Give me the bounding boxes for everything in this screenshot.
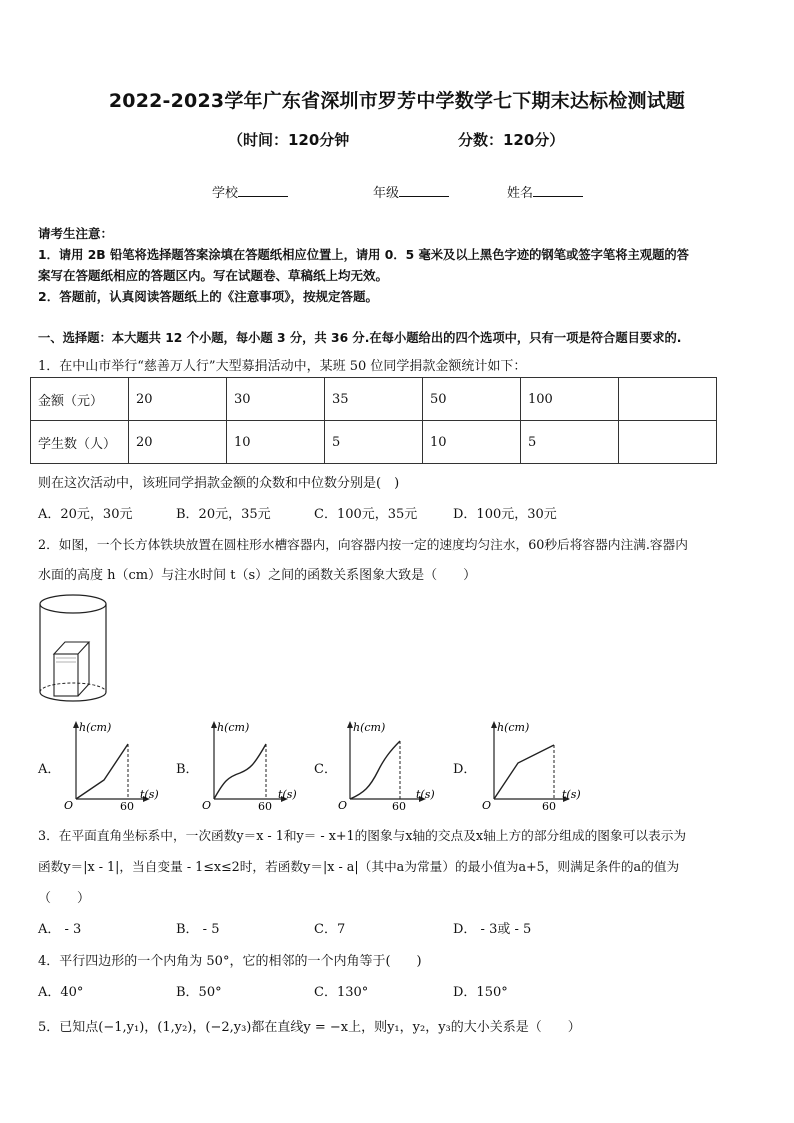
table-cell: 35 (325, 378, 423, 421)
exam-title: 2022-2023学年广东省深圳市罗芳中学数学七下期末达标检测试题 (108, 90, 686, 112)
q5-stem: 5．已知点(−1,y₁)，(1,y₂)，(−2,y₃)都在直线y = −x上，则y₁，y₂，y₃的大小关系是（ ） (38, 1020, 581, 1035)
q1-option-d[interactable]: D．100元，30元 (453, 507, 557, 522)
q3-option-c[interactable]: C．7 (314, 922, 346, 937)
q3-option-a[interactable]: A． - 3 (38, 922, 82, 937)
graph-b (198, 717, 308, 811)
q4-option-d[interactable]: D．150° (453, 985, 508, 1000)
q1-option-c[interactable]: C．100元，35元 (314, 507, 418, 522)
graph-c (334, 717, 446, 811)
school-field[interactable] (212, 182, 288, 201)
q3-option-b[interactable]: B． - 5 (176, 922, 220, 937)
q4-stem: 4．平行四边形的一个内角为 50°，它的相邻的一个内角等于( ) (38, 954, 422, 969)
q4-option-c[interactable]: C．130° (314, 985, 369, 1000)
graph-d-y-label: h(cm) (497, 721, 530, 734)
q2-option-c[interactable]: C． (314, 762, 337, 777)
graph-a-tick: 60 (120, 800, 134, 811)
q3-line-3: （ ） (38, 891, 91, 906)
q4-option-b[interactable]: B．50° (176, 985, 222, 1000)
q2-option-b[interactable]: B． (176, 762, 199, 777)
donation-table (30, 377, 717, 464)
table-cell: 金额（元） (31, 378, 129, 421)
grade-field[interactable] (373, 182, 449, 201)
q2-option-a[interactable]: A． (38, 762, 61, 777)
q1-question: 则在这次活动中，该班同学捐款金额的众数和中位数分别是( ) (38, 476, 400, 491)
table-cell (619, 378, 717, 421)
notice-line-2: 2．答题前，认真阅读答题纸上的《注意事项》，按规定答题。 (38, 289, 378, 304)
q3-line-1: 3．在平面直角坐标系中，一次函数y＝x - 1和y＝ - x+1的图象与x轴的交点及x轴上方的部分组成的图象可以表示为 (38, 828, 687, 843)
q3-option-d[interactable]: D． - 3或 - 5 (453, 922, 532, 937)
table-row (31, 421, 717, 464)
exam-time: （时间：120分钟 (228, 131, 350, 149)
name-label: 姓名 (507, 186, 534, 201)
table-cell: 5 (521, 421, 619, 464)
table-row (31, 378, 717, 421)
q4-option-a[interactable]: A．40° (38, 985, 84, 1000)
table-cell: 20 (129, 421, 227, 464)
name-field[interactable] (507, 182, 583, 201)
graph-b-tick: 60 (258, 800, 272, 811)
q1-option-b[interactable]: B．20元，35元 (176, 507, 271, 522)
graph-a-x-label: t(s) (140, 788, 159, 801)
table-cell: 100 (521, 378, 619, 421)
notice-heading: 请考生注意： (38, 226, 114, 241)
school-label: 学校 (212, 186, 239, 201)
notice-line-1b: 案写在答题纸相应的答题区内。写在试题卷、草稿纸上均无效。 (38, 268, 389, 283)
table-cell: 10 (227, 421, 325, 464)
table-cell (619, 421, 717, 464)
graph-d-x-label: t(s) (562, 788, 581, 801)
q3-line-2: 函数y＝|x - 1|，当自变量 - 1≤x≤2时，若函数y＝|x - a|（其中a为常量）的最小值为a+5，则满足条件的a的值为 (38, 859, 680, 874)
graph-c-tick: 60 (392, 800, 406, 811)
table-cell: 20 (129, 378, 227, 421)
table-cell: 5 (325, 421, 423, 464)
graph-b-origin: O (202, 799, 212, 811)
graph-a-origin: O (64, 799, 74, 811)
exam-score: 分数：120分） (458, 131, 565, 149)
q2-line-1: 2．如图，一个长方体铁块放置在圆柱形水槽容器内，向容器内按一定的速度均匀注水，60秒后将容器内注满.容器内 (38, 537, 688, 552)
table-cell: 学生数（人） (31, 421, 129, 464)
q1-option-a[interactable]: A．20元，30元 (38, 507, 133, 522)
notice-line-1a: 1．请用 2B 铅笔将选择题答案涂填在答题纸相应位置上，请用 0．5 毫米及以上黑色字迹的钢笔或签字笔将主观题的答 (38, 248, 689, 262)
graph-c-x-label: t(s) (416, 788, 435, 801)
graph-d (478, 717, 590, 811)
graph-b-y-label: h(cm) (217, 721, 250, 734)
table-cell: 50 (423, 378, 521, 421)
q1-stem: 1．在中山市举行“慈善万人行”大型募捐活动中，某班 50 位同学捐款金额统计如下： (38, 359, 527, 374)
graph-a-y-label: h(cm) (79, 721, 112, 734)
graph-c-origin: O (338, 799, 348, 811)
q2-line-2: 水面的高度 h（cm）与注水时间 t（s）之间的函数关系图象大致是（ ） (38, 568, 477, 583)
graph-d-origin: O (482, 799, 492, 811)
table-cell: 10 (423, 421, 521, 464)
section-heading: 一、选择题：本大题共 12 个小题，每小题 3 分，共 36 分.在每小题给出的四个选项中，只有一项是符合题目要求的. (38, 331, 682, 345)
q2-option-d[interactable]: D． (453, 762, 477, 777)
graph-a (60, 717, 170, 811)
grade-label: 年级 (373, 186, 400, 201)
cylinder-figure (36, 592, 110, 710)
table-cell: 30 (227, 378, 325, 421)
graph-c-y-label: h(cm) (353, 721, 386, 734)
graph-b-x-label: t(s) (278, 788, 297, 801)
graph-d-tick: 60 (542, 800, 556, 811)
